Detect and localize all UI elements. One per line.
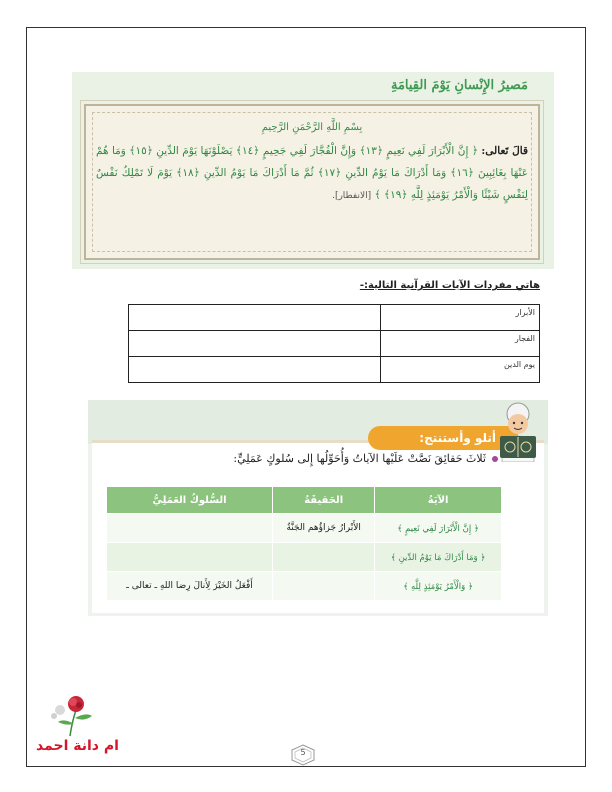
- reflect-row: [107, 572, 502, 601]
- reflect-row: [107, 514, 502, 543]
- reflect-header-row: [107, 487, 502, 514]
- reflect-header: أتلو وأستنتج:: [368, 426, 518, 450]
- verse-lead: قالَ تَعالى:: [481, 145, 529, 157]
- col-behavior: السُّلوكُ العَمَلِيُّ: [107, 487, 273, 514]
- basmala: بِسْمِ اللَّهِ الرَّحْمَنِ الرَّحِيمِ: [261, 122, 363, 133]
- bullet-icon: [492, 456, 498, 462]
- brand-name: ام دانة احمد: [36, 738, 119, 754]
- vocab-answer-cell[interactable]: [129, 331, 381, 357]
- vocab-word: يوم الدين: [381, 357, 540, 383]
- verse-text: [96, 140, 528, 207]
- vocab-row: [129, 357, 540, 383]
- reflect-row: [107, 543, 502, 572]
- verses: ﴿ إِنَّ الْأَبْرَارَ لَفِي نَعِيمٍ ﴿١٣﴾ وَإِنَّ الْفُجَّارَ لَفِي جَحِيمٍ ﴿١٤﴾ يَصْلَوْنَهَا يَوْمَ الدِّينِ ﴿١٥﴾ وَمَا هُمْ عَنْهَا بِغَائِبِينَ ﴿١٦﴾ وَمَا أَدْرَاكَ مَا يَوْمُ الدِّينِ ﴿١٧﴾ ثُمَّ مَا أَدْرَاكَ مَا يَوْمُ الدِّينِ ﴿١٨﴾ يَوْمَ لَا تَمْلِكُ نَفْسٌ لِنَفْسٍ شَيْئًا وَالْأَمْرُ يَوْمَئِذٍ لِلَّهِ ﴿١٩﴾ ﴾: [96, 145, 528, 201]
- reflect-behavior[interactable]: [107, 514, 273, 543]
- reflect-verse: ﴿ وَمَا أَدْرَاكَ مَا يَوْمُ الدِّينِ ﴾: [375, 543, 502, 572]
- vocab-heading: هاتي مفردات الآيات القرآنية التالية:-: [359, 280, 540, 291]
- rose-logo-icon: [40, 692, 110, 738]
- reflect-prompt-text: ثَلاثَ حَقائِقَ نَصَّتْ عَلَيْها الآياتُ وَأُحَوِّلُها إِلى سُلوكٍ عَمَلِيٍّ:: [233, 452, 486, 465]
- reflect-panel: [88, 400, 548, 616]
- vocab-word: الأبرار: [381, 305, 540, 331]
- lesson-title: مَصيرُ الإِنْسانِ يَوْمَ القِيامَةِ: [390, 78, 528, 93]
- vocab-row: [129, 331, 540, 357]
- reflect-prompt: [233, 452, 498, 465]
- reflect-behavior[interactable]: [107, 543, 273, 572]
- vocab-word: الفجار: [381, 331, 540, 357]
- lesson-panel: [72, 72, 554, 269]
- col-fact: الحَقيقَةُ: [273, 487, 375, 514]
- vocab-answer-cell[interactable]: [129, 305, 381, 331]
- reflect-verse: ﴿ وَالْأَمْرُ يَوْمَئِذٍ لِلَّهِ ﴾: [375, 572, 502, 601]
- vocab-row: [129, 305, 540, 331]
- col-verse: الآيَةُ: [375, 487, 502, 514]
- reflect-fact[interactable]: [273, 543, 375, 572]
- reflect-behavior: أَفْعَلُ الخَيْرَ لِأَنالَ رِضا اللهِ ـ تعالى ـ: [107, 572, 273, 601]
- reflect-fact: الأَبْرارُ جَزاؤُهم الجَنَّةُ: [273, 514, 375, 543]
- vocab-table: [128, 304, 540, 383]
- reflect-table: [106, 486, 502, 601]
- verse-frame: [84, 104, 540, 260]
- verse-reference: [الانفطار].: [332, 191, 372, 201]
- reflect-fact[interactable]: [273, 572, 375, 601]
- page-number: 5: [300, 748, 306, 757]
- reflect-verse: ﴿ إِنَّ الْأَبْرَارَ لَفِي نَعِيمٍ ﴾: [375, 514, 502, 543]
- vocab-answer-cell[interactable]: [129, 357, 381, 383]
